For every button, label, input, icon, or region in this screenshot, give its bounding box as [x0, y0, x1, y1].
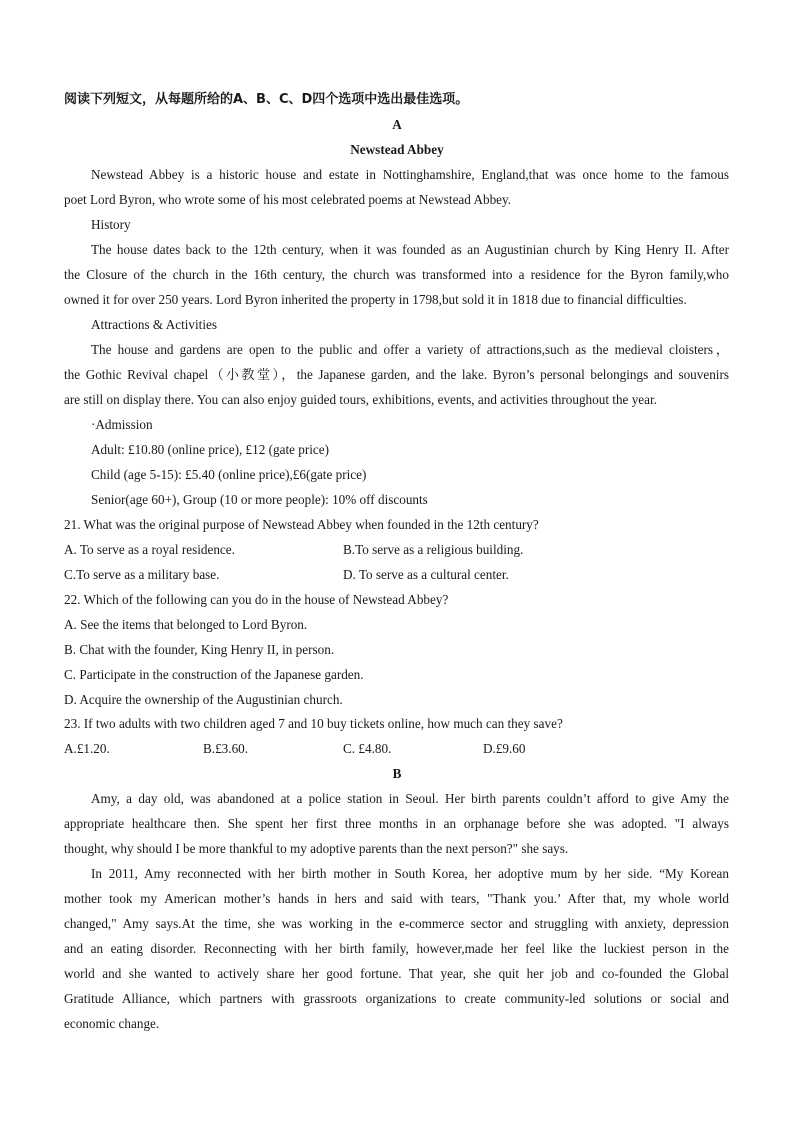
question-23-option-c: C. £4.80. [343, 741, 392, 756]
admission-child: Child (age 5-15): £5.40 (online price),£6(gate price) [91, 467, 367, 482]
section-a-title: Newstead Abbey [350, 142, 444, 157]
question-21-stem: 21. What was the original purpose of Newstead Abbey when founded in the 12th century? [64, 517, 539, 532]
attractions-heading: Attractions & Activities [91, 317, 217, 332]
intro-line: Newstead Abbey is a historic house and estate in Nottinghamshire, England,that was once home to the famous [91, 167, 729, 182]
question-21-option-b: B.To serve as a religious building. [343, 542, 524, 557]
question-22-option-b: B. Chat with the founder, King Henry II, in person. [64, 642, 335, 657]
question-21-option-a: A. To serve as a royal residence. [64, 542, 235, 557]
question-21-option-c: C.To serve as a military base. [64, 567, 220, 582]
admission-heading: ·Admission [91, 417, 153, 432]
section-b-paragraph-2-line: Gratitude Alliance, which partners with grassroots organizations to create community-led solutions or social and [64, 991, 729, 1006]
section-b-paragraph-2-line: economic change. [64, 1016, 160, 1031]
section-b-letter: B [392, 766, 402, 781]
section-b-paragraph-1-line: Amy, a day old, was abandoned at a police station in Seoul. Her birth parents couldn’t afford to give Amy the [91, 791, 729, 806]
section-b-paragraph-2-line: mother took my American mother’s hands in hers and said with tears, "Thank you.’ After that, my whole world [64, 891, 729, 906]
section-b-paragraph-2-line: world and she wanted to actively share her good fortune. That year, she quit her job and co-founded the Global [64, 966, 729, 981]
instruction-text: 阅读下列短文，从每题所给的A、B、C、D四个选项中选出最佳选项。 [64, 92, 469, 107]
history-heading: History [91, 217, 131, 232]
question-22-option-a: A. See the items that belonged to Lord Byron. [64, 617, 308, 632]
question-22-option-d: D. Acquire the ownership of the Augustinian church. [64, 692, 343, 707]
attractions-line: The house and gardens are open to the public and offer a variety of attractions,such as the medieval cloisters， [91, 342, 729, 357]
history-line: the Closure of the church in the 16th century, the church was transformed into a residence for the Byron family,who [64, 267, 729, 282]
admission-adult: Adult: £10.80 (online price), £12 (gate price) [91, 442, 330, 457]
admission-senior: Senior(age 60+), Group (10 or more people): 10% off discounts [91, 492, 428, 507]
attractions-line: are still on display there. You can also enjoy guided tours, exhibitions, events, and activities throughout the year. [64, 392, 657, 407]
question-23-stem: 23. If two adults with two children aged 7 and 10 buy tickets online, how much can they save? [64, 716, 563, 731]
question-22-option-c: C. Participate in the construction of the Japanese garden. [64, 667, 364, 682]
section-a-letter: A [392, 117, 402, 132]
section-b-paragraph-1-line: appropriate healthcare then. She spent her first three months in an orphanage before she was adopted. "I always [64, 816, 729, 831]
question-21-option-d: D. To serve as a cultural center. [343, 567, 509, 582]
question-23-option-a: A.£1.20. [64, 741, 110, 756]
section-b-paragraph-2-line: In 2011, Amy reconnected with her birth mother in South Korea, her adoptive mum by her side. “My Korean [91, 866, 729, 881]
attractions-line: the Gothic Revival chapel（小教堂），the Japanese garden, and the lake. Byron’s personal belongings and souvenirs [64, 367, 729, 382]
question-22-stem: 22. Which of the following can you do in the house of Newstead Abbey? [64, 592, 449, 607]
intro-line: poet Lord Byron, who wrote some of his most celebrated poems at Newstead Abbey. [64, 192, 512, 207]
section-b-paragraph-2-line: changed," Amy says.At the time, she was working in the e-commerce sector and struggling with anxiety, depression [64, 916, 729, 931]
section-b-paragraph-2-line: and an eating disorder. Reconnecting with her birth family, however,made her feel like the luckiest person in the [64, 941, 729, 956]
history-line: The house dates back to the 12th century, when it was founded as an Augustinian church by King Henry II. After [91, 242, 729, 257]
history-line: owned it for over 250 years. Lord Byron inherited the property in 1798,but sold it in 1818 due to financial difficulties. [64, 292, 687, 307]
section-b-paragraph-1-line: thought, why should I be more thankful to my adoptive parents than the next person?" she says. [64, 841, 569, 856]
question-23-option-d: D.£9.60 [483, 741, 526, 756]
question-23-option-b: B.£3.60. [203, 741, 249, 756]
